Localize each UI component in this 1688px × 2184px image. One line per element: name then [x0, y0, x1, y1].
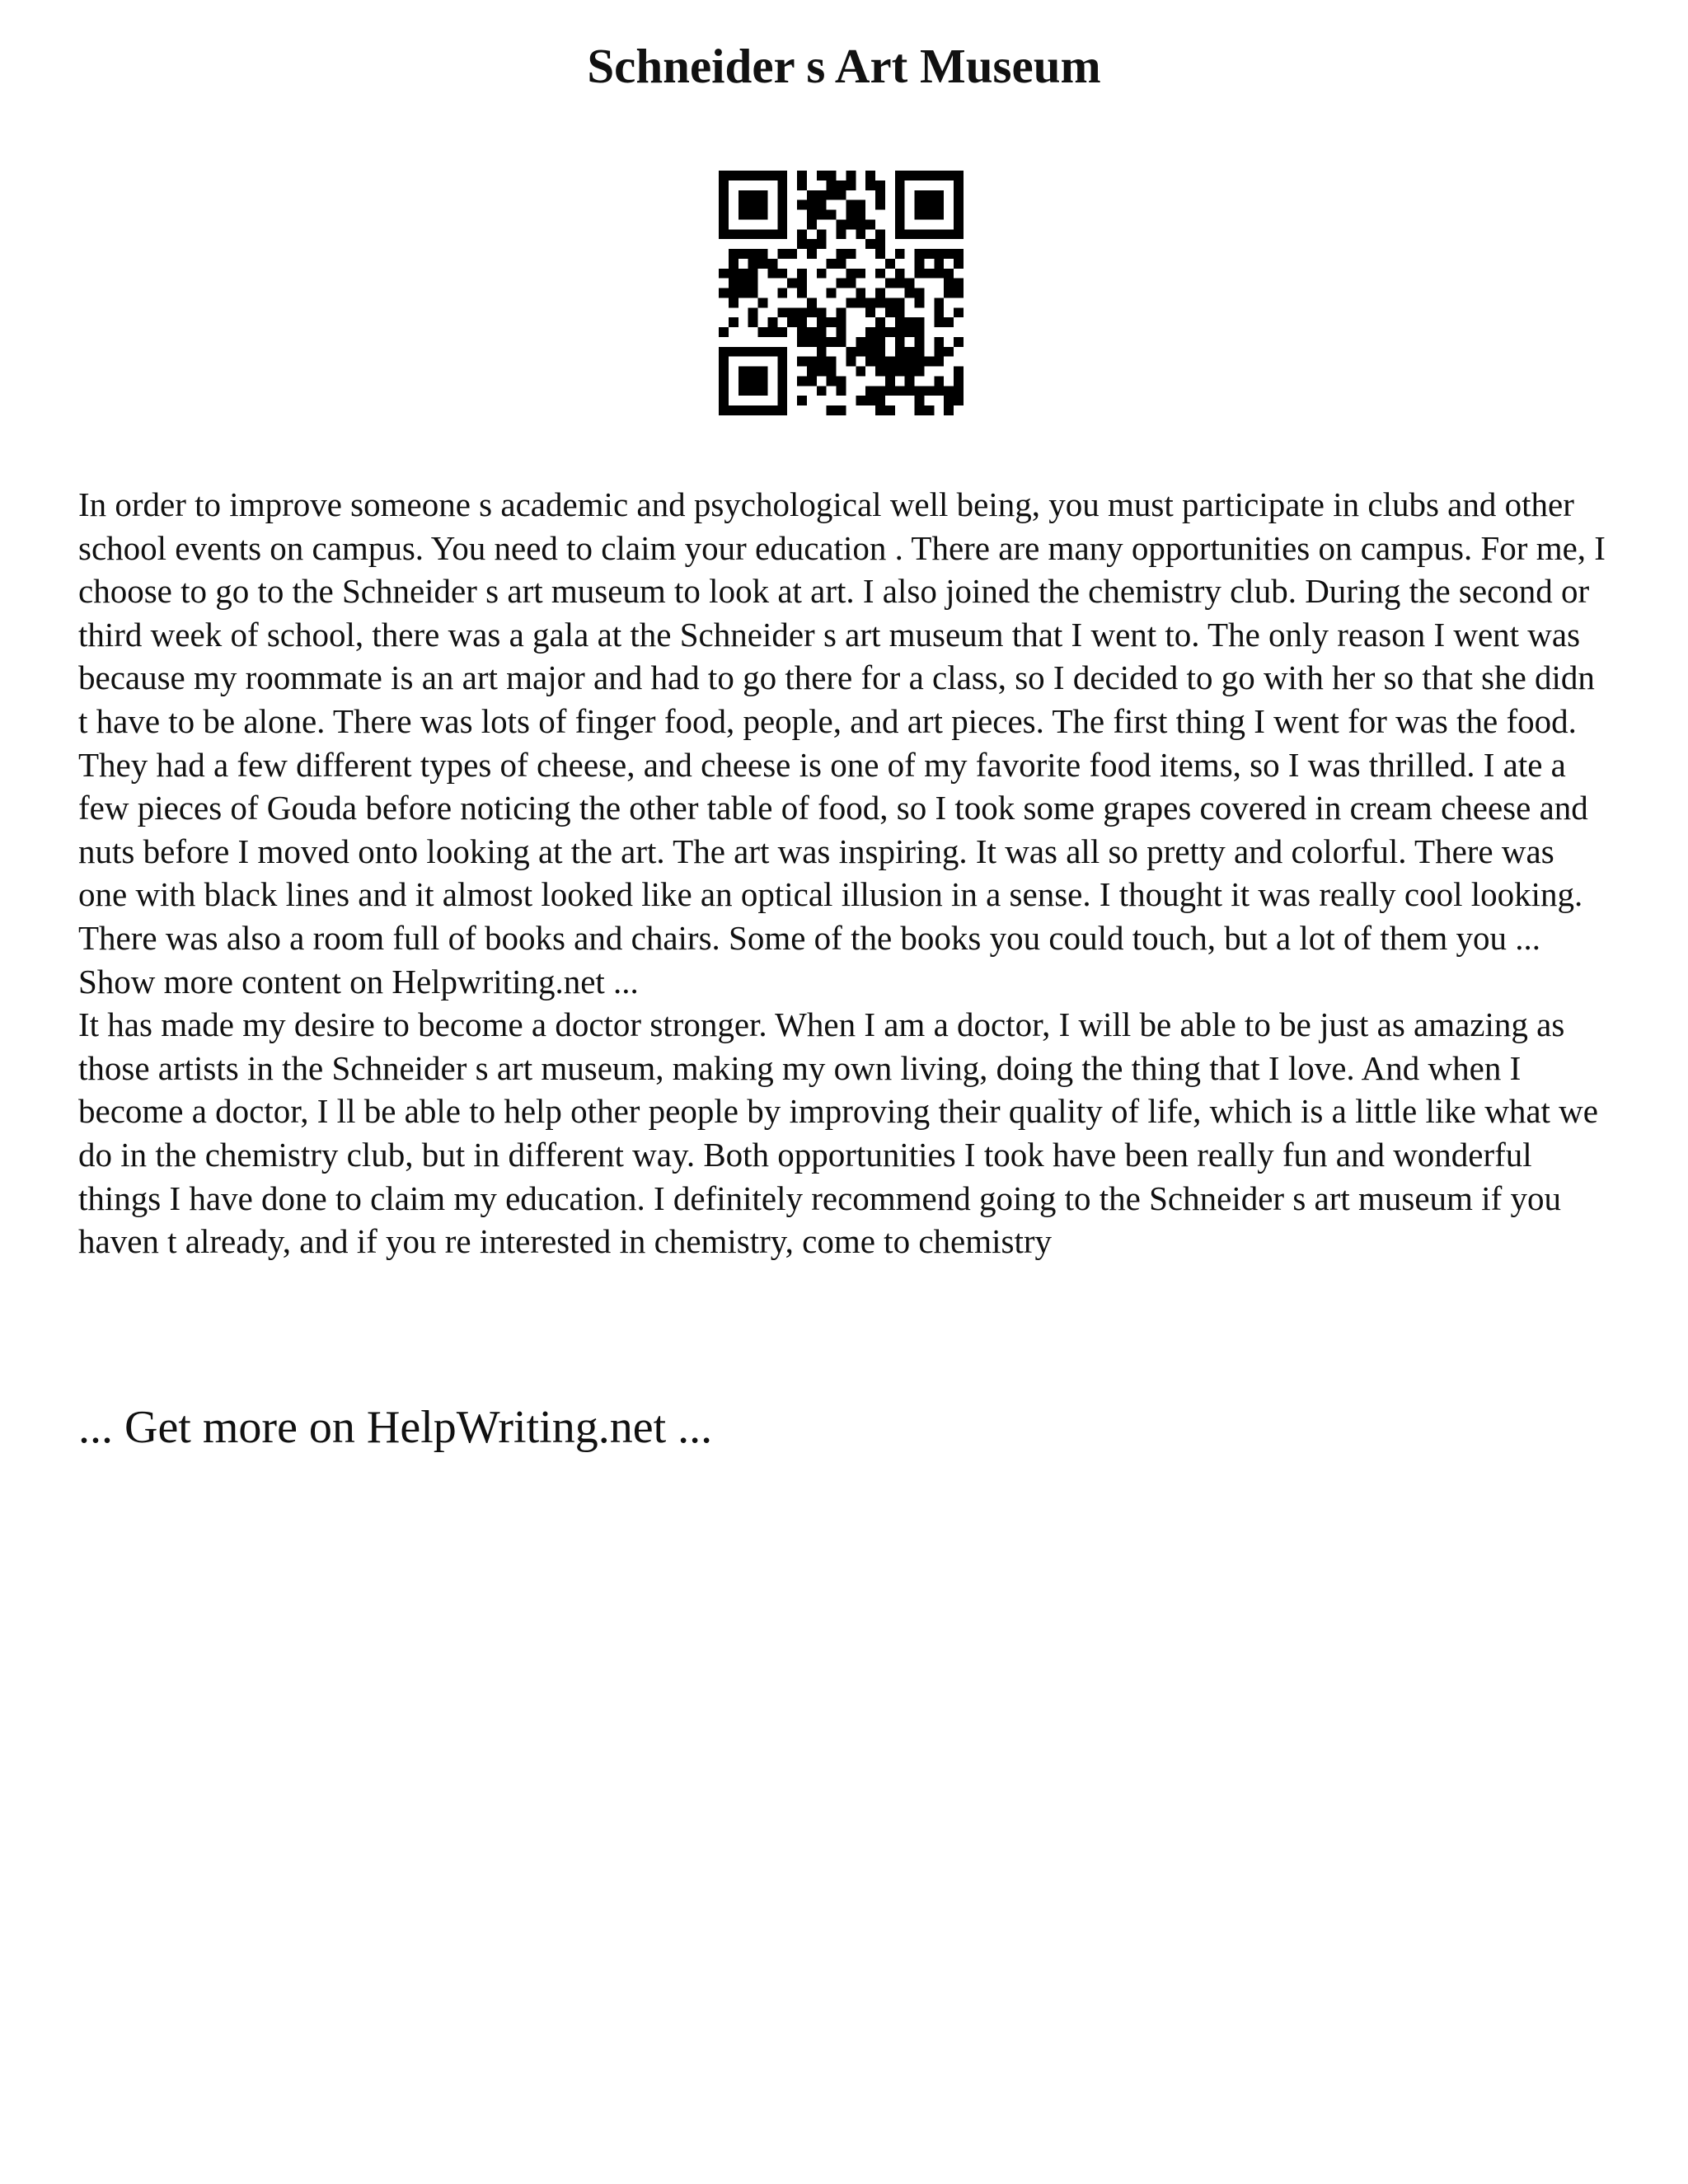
get-more-link[interactable]: ... Get more on HelpWriting.net ...	[78, 1402, 713, 1453]
page-title: Schneider s Art Museum	[587, 39, 1101, 93]
qr-code-graphic	[719, 171, 964, 415]
paragraph-1: In order to improve someone s academic and psychological well being, you must participate in clubs and other school events on campus. You need to claim your education . There are many opportunities on campus. For me, I choose to go to the Schneider s art museum to look at art. I also joined the chemistry club. During the second or third week of school, there was a gala at the Schneider s art museum that I went to. The only reason I went was because my roommate is an art major and had to go there for a class, so I decided to go with her so that she didn t have to be alone. There was lots of finger food, people, and art pieces. The first thing I went for was the food. They had a few different types of cheese, and cheese is one of my favorite food items, so I was thrilled. I ate a few pieces of Gouda before noticing the other table of food, so I took some grapes covered in cream cheese and nuts before I moved onto looking at the art. The art was inspiring. It was all so pretty and colorful. There was one with black lines and it almost looked like an optical illusion in a sense. I thought it was really cool looking. There was also a room full of books and chairs. Some of the books you could touch, but a lot of them you ... Show more content on Helpwriting.net ...	[78, 485, 1606, 1001]
article-body	[78, 483, 1611, 1263]
qr-code-icon[interactable]	[719, 171, 964, 415]
paragraph-2: It has made my desire to become a doctor stronger. When I am a doctor, I will be able to be just as amazing as those artists in the Schneider s art museum, making my own living, doing the thing that I love. And when I become a doctor, I ll be able to help other people by improving their quality of life, which is a little like what we do in the chemistry club, but in different way. Both opportunities I took have been really fun and wonderful things I have done to claim my education. I definitely recommend going to the Schneider s art museum if you haven t already, and if you re interested in chemistry, come to chemistry	[78, 1005, 1598, 1261]
